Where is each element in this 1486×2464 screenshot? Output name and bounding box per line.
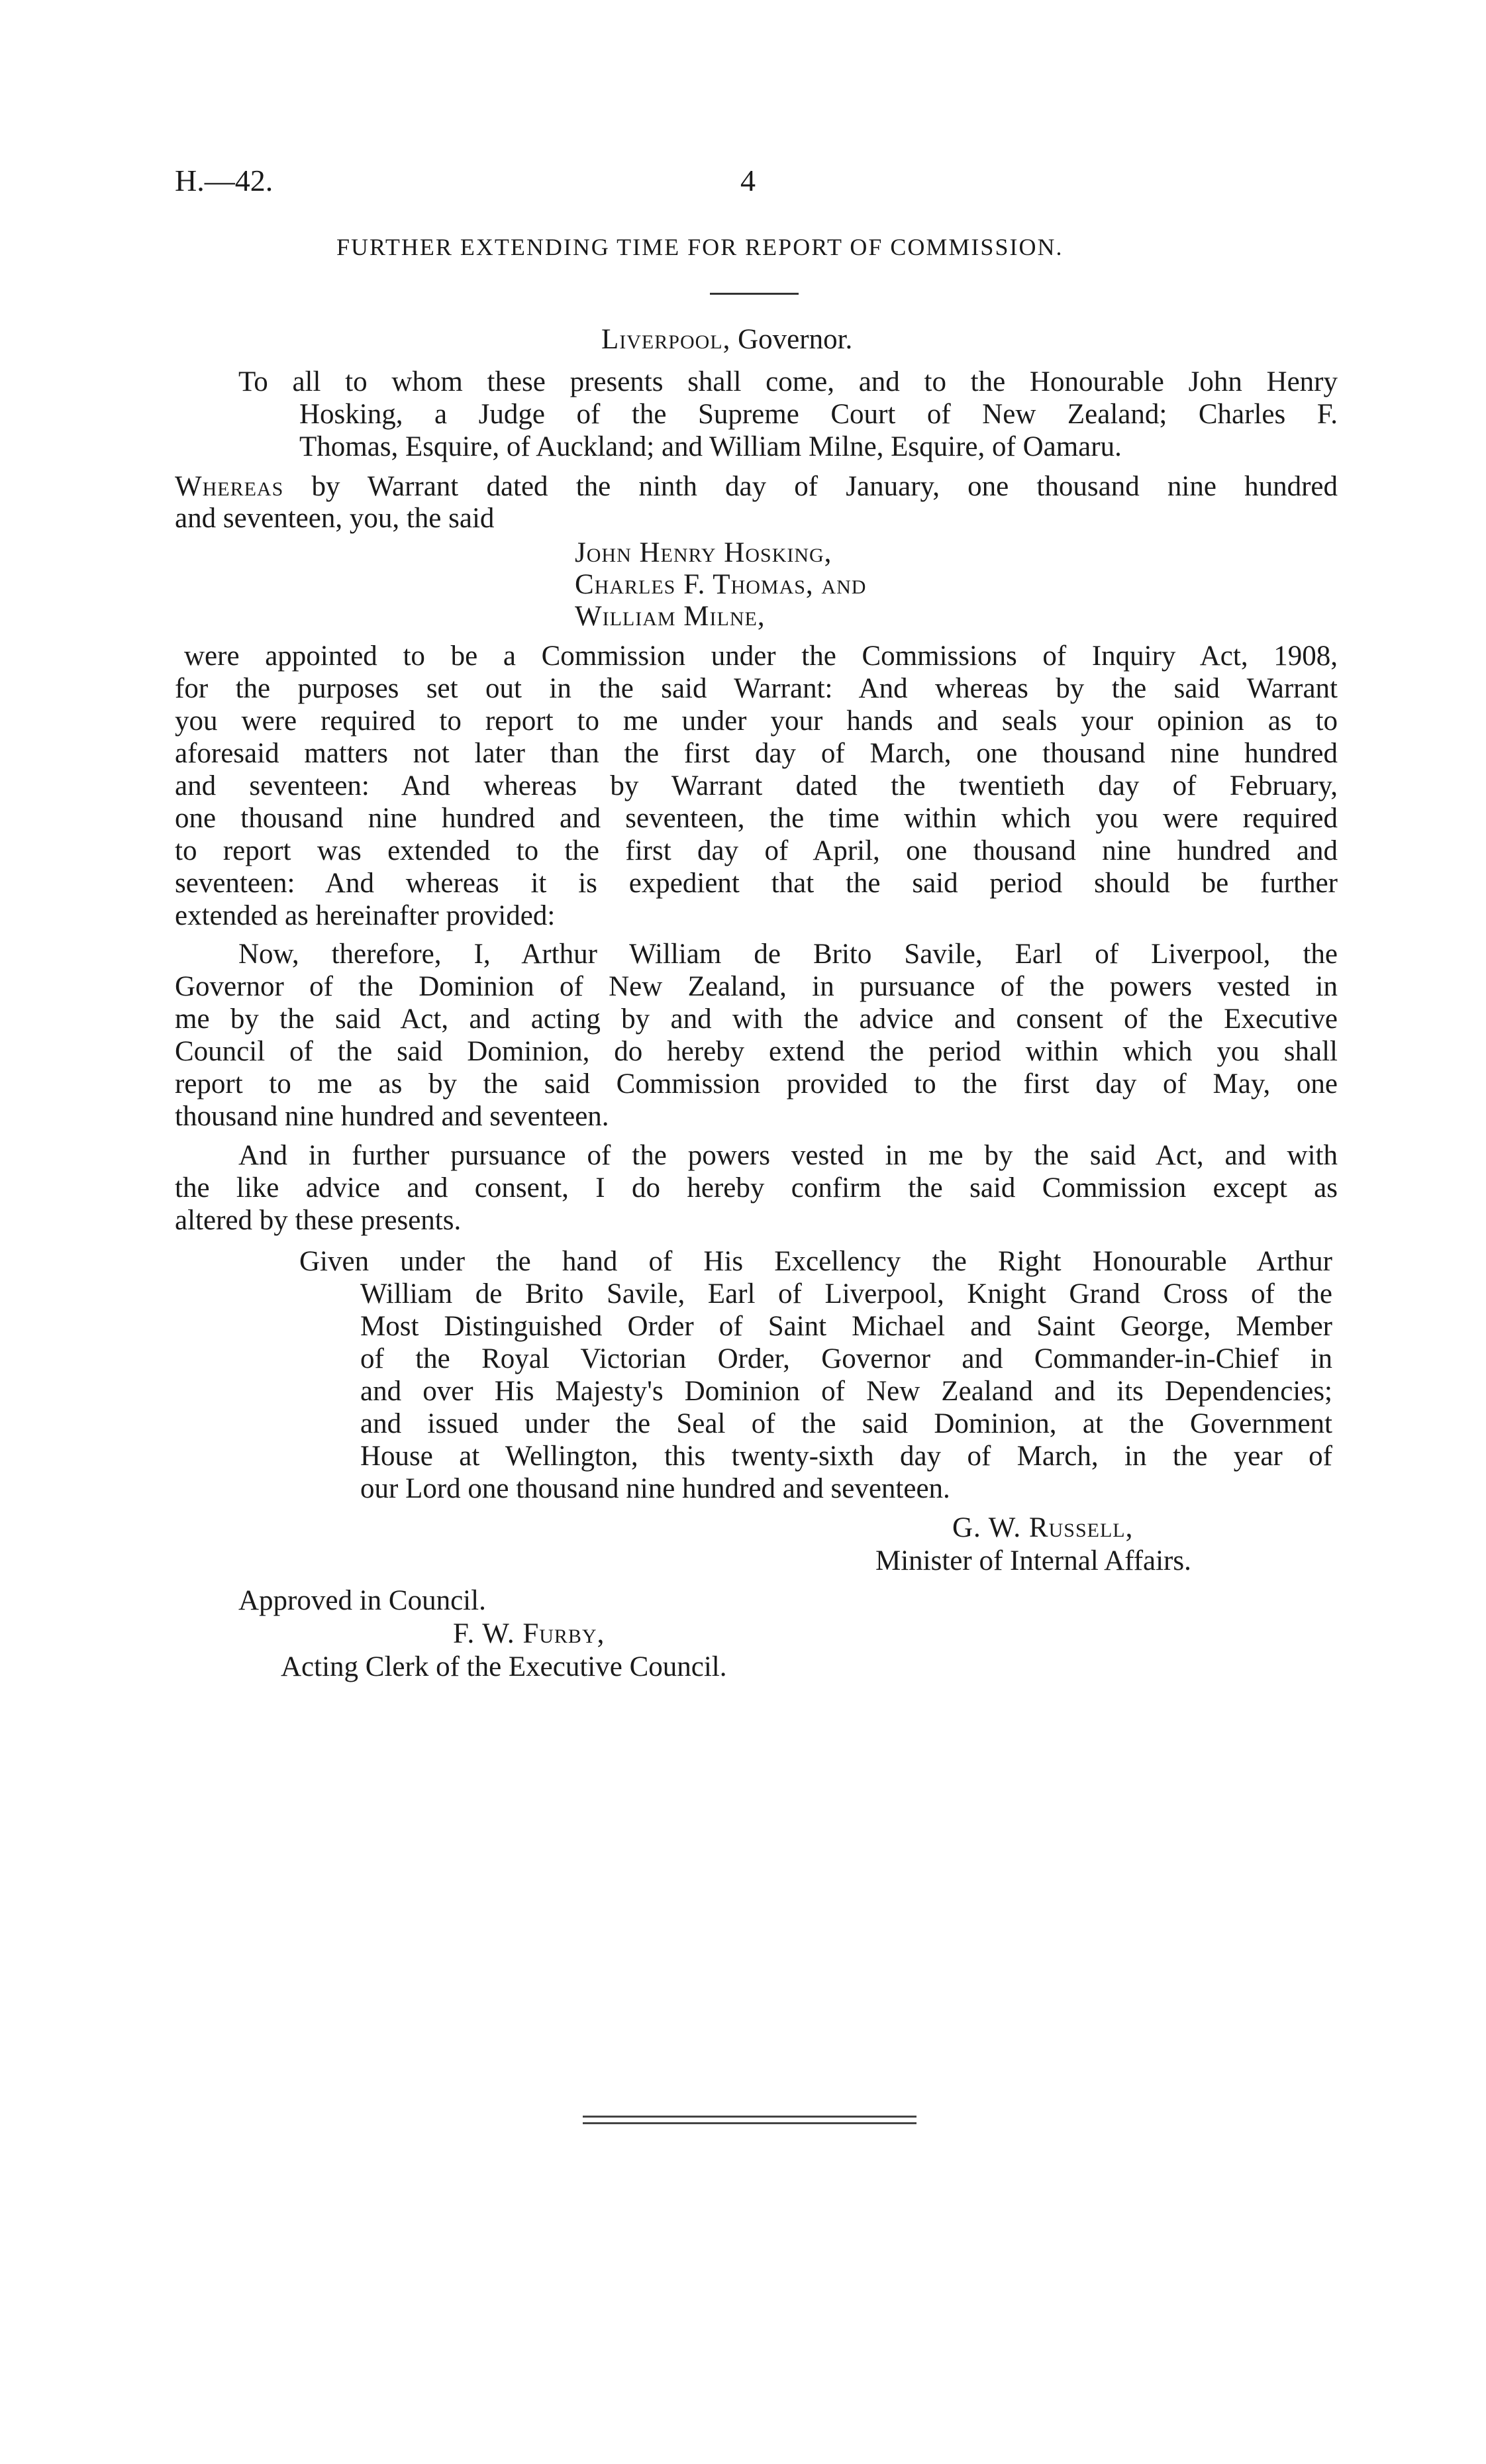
given-line: Given under the hand of His Excellency the Right Honourable Arthur [299, 1246, 1332, 1277]
body-line: report to me as by the said Commission provided to the first day of May, one [175, 1068, 1338, 1100]
governor-line [601, 323, 852, 356]
approved-in-council: Approved in Council. [238, 1585, 486, 1616]
body-line: And in further pursuance of the powers vested in me by the said Act, and with [238, 1140, 1338, 1171]
body-line: to report was extended to the first day of April, one thousand nine hundred and [175, 835, 1338, 866]
given-line: and issued under the Seal of the said Dominion, at the Government [360, 1408, 1332, 1439]
whereas-line: and seventeen, you, the said [175, 503, 495, 534]
clerk-title: Acting Clerk of the Executive Council. [281, 1651, 727, 1682]
end-rule [583, 2122, 916, 2124]
body-line: Council of the said Dominion, do hereby extend the period within which you shall [175, 1036, 1338, 1067]
given-line: Most Distinguished Order of Saint Michael and Saint George, Member [360, 1311, 1332, 1342]
end-rule [583, 2116, 916, 2118]
body-line: Now, therefore, I, Arthur William de Brito Savile, Earl of Liverpool, the [238, 939, 1338, 970]
body-line: me by the said Act, and acting by and with the advice and consent of the Executive [175, 1003, 1338, 1035]
body-line: the like advice and consent, I do hereby confirm the said Commission except as [175, 1172, 1338, 1204]
given-line: our Lord one thousand nine hundred and seventeen. [360, 1473, 950, 1504]
body-line: one thousand nine hundred and seventeen, the time within which you were required [175, 803, 1338, 834]
body-line: altered by these presents. [175, 1205, 462, 1236]
whereas-line [175, 470, 1338, 503]
governor-role: Governor. [738, 324, 853, 355]
body-line: extended as hereinafter provided: [175, 900, 556, 931]
whereas-lead: Whereas [175, 471, 284, 502]
minister-name: G. W. Russell, [952, 1512, 1134, 1543]
title-divider [710, 293, 799, 295]
body-line: and seventeen: And whereas by Warrant dated the twentieth day of February, [175, 770, 1338, 801]
commissioner-name: John Henry Hosking, [575, 537, 832, 568]
minister-title: Minister of Internal Affairs. [875, 1545, 1191, 1576]
given-line: of the Royal Victorian Order, Governor and Commander-in-Chief in [360, 1343, 1332, 1374]
given-line: and over His Majesty's Dominion of New Zealand and its Dependencies; [360, 1376, 1332, 1407]
document-reference: H.—42. [175, 164, 273, 197]
address-line: To all to whom these presents shall come, and to the Honourable John Henry [238, 366, 1338, 397]
given-line: House at Wellington, this twenty-sixth day of March, in the year of [360, 1441, 1332, 1472]
commissioner-name: William Milne, [575, 601, 766, 632]
body-line: seventeen: And whereas it is expedient that the said period should be further [175, 868, 1338, 899]
body-line: Governor of the Dominion of New Zealand, in pursuance of the powers vested in [175, 971, 1338, 1002]
body-line: thousand nine hundred and seventeen. [175, 1101, 609, 1132]
body-line: you were required to report to me under your hands and seals your opinion as to [175, 705, 1338, 737]
body-line: for the purposes set out in the said Warrant: And whereas by the said Warrant [175, 673, 1338, 704]
page-number: 4 [740, 164, 756, 197]
given-line: William de Brito Savile, Earl of Liverpool, Knight Grand Cross of the [360, 1278, 1332, 1309]
clerk-name: F. W. Furby, [453, 1618, 605, 1649]
commissioner-name: Charles F. Thomas, and [575, 569, 867, 600]
address-line: Hosking, a Judge of the Supreme Court of New Zealand; Charles F. [299, 399, 1338, 430]
governor-name: Liverpool, [601, 324, 731, 355]
whereas-text: by Warrant dated the ninth day of January, one thousand nine hundred [311, 471, 1338, 502]
body-line: were appointed to be a Commission under the Commissions of Inquiry Act, 1908, [184, 641, 1338, 672]
body-line: aforesaid matters not later than the first day of March, one thousand nine hundred [175, 738, 1338, 769]
address-line: Thomas, Esquire, of Auckland; and William Milne, Esquire, of Oamaru. [299, 431, 1122, 462]
document-title: FURTHER EXTENDING TIME FOR REPORT OF COMMISSION. [336, 234, 1064, 260]
